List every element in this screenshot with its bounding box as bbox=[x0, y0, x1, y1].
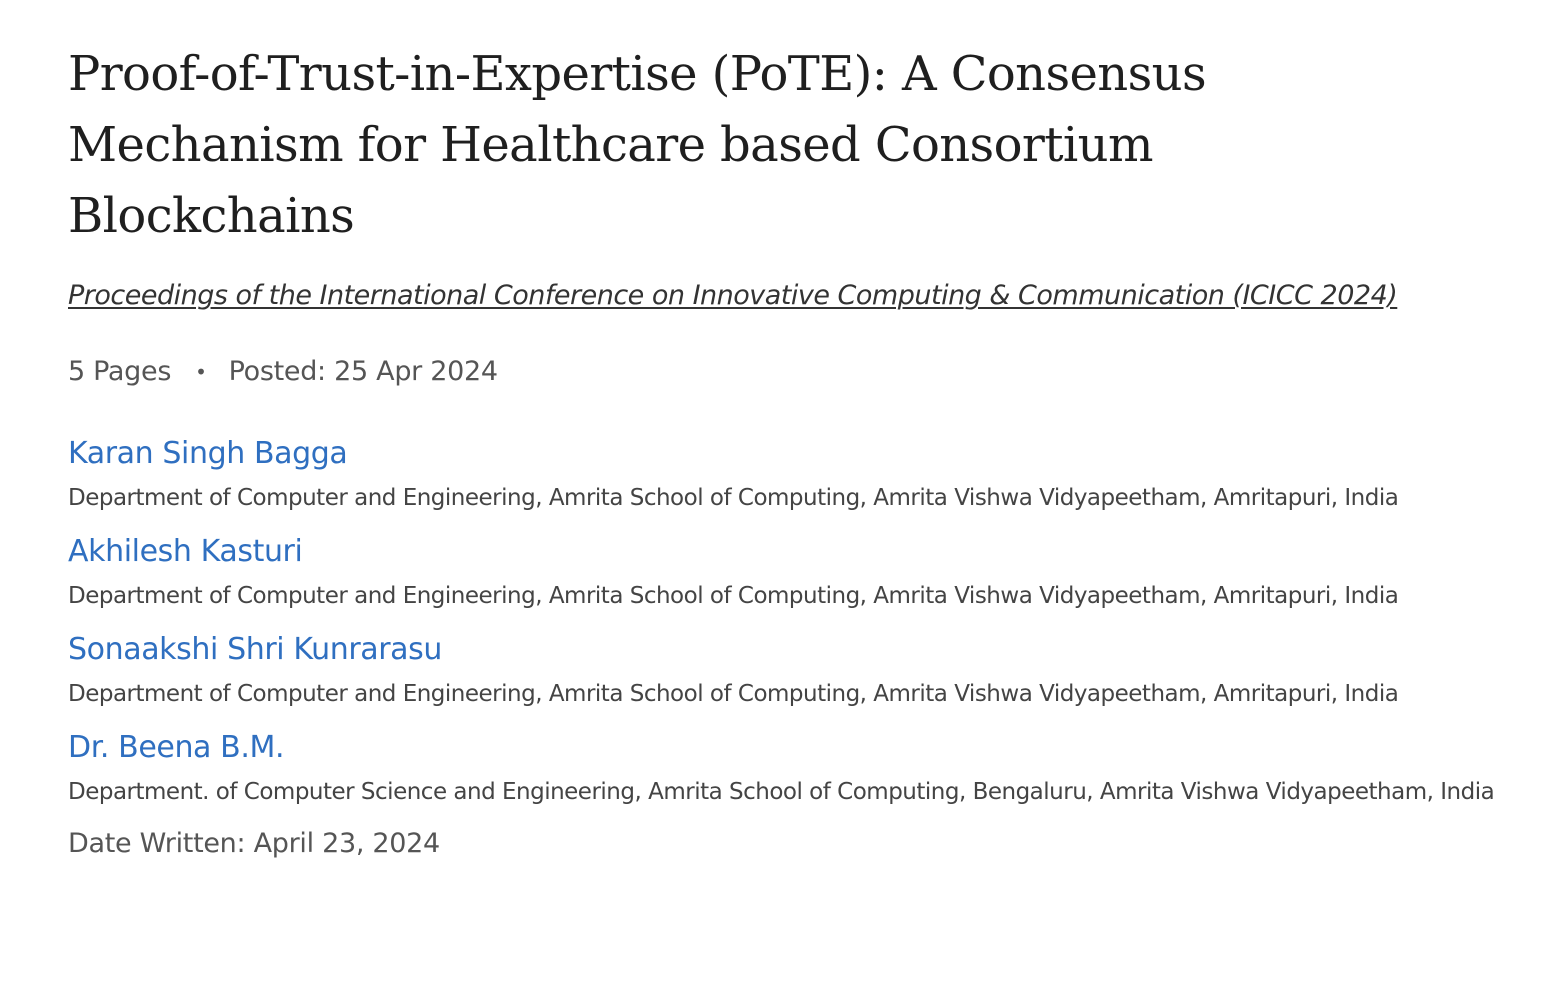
author-entry bbox=[68, 532, 1508, 616]
paper-meta bbox=[68, 354, 1508, 390]
author-affiliation: Department of Computer and Engineering, Amrita School of Computing, Amrita Vishwa Vidyapeetham, Amritapuri, India bbox=[68, 681, 1399, 707]
author-name-link[interactable]: Karan Singh Bagga bbox=[68, 436, 348, 471]
author-affiliation: Department. of Computer Science and Engineering, Amrita School of Computing, Bengaluru, Amrita Vishwa Vidyapeetham, India bbox=[68, 779, 1495, 805]
author-affiliation: Department of Computer and Engineering, Amrita School of Computing, Amrita Vishwa Vidyapeetham, Amritapuri, India bbox=[68, 583, 1399, 609]
date-written: Date Written: April 23, 2024 bbox=[68, 828, 440, 859]
author-name-link[interactable]: Akhilesh Kasturi bbox=[68, 534, 303, 569]
paper-title: Proof-of-Trust-in-Expertise (PoTE): A Consensus Mechanism for Healthcare based Consortium Blockchains bbox=[68, 46, 1206, 244]
author-name-link[interactable]: Sonaakshi Shri Kunrarasu bbox=[68, 632, 443, 667]
author-entry bbox=[68, 728, 1508, 812]
journal-line bbox=[68, 278, 1508, 314]
meta-separator: • bbox=[195, 360, 207, 384]
author-list bbox=[68, 434, 1508, 812]
journal-link[interactable]: Proceedings of the International Conference on Innovative Computing & Communication (ICICC 2024) bbox=[68, 280, 1398, 311]
author-name-link[interactable]: Dr. Beena B.M. bbox=[68, 730, 285, 765]
author-entry bbox=[68, 434, 1508, 518]
page-count: 5 Pages bbox=[68, 356, 172, 387]
posted-date: Posted: 25 Apr 2024 bbox=[228, 356, 498, 387]
author-entry bbox=[68, 630, 1508, 714]
paper-header bbox=[68, 0, 1508, 862]
author-affiliation: Department of Computer and Engineering, Amrita School of Computing, Amrita Vishwa Vidyapeetham, Amritapuri, India bbox=[68, 485, 1399, 511]
